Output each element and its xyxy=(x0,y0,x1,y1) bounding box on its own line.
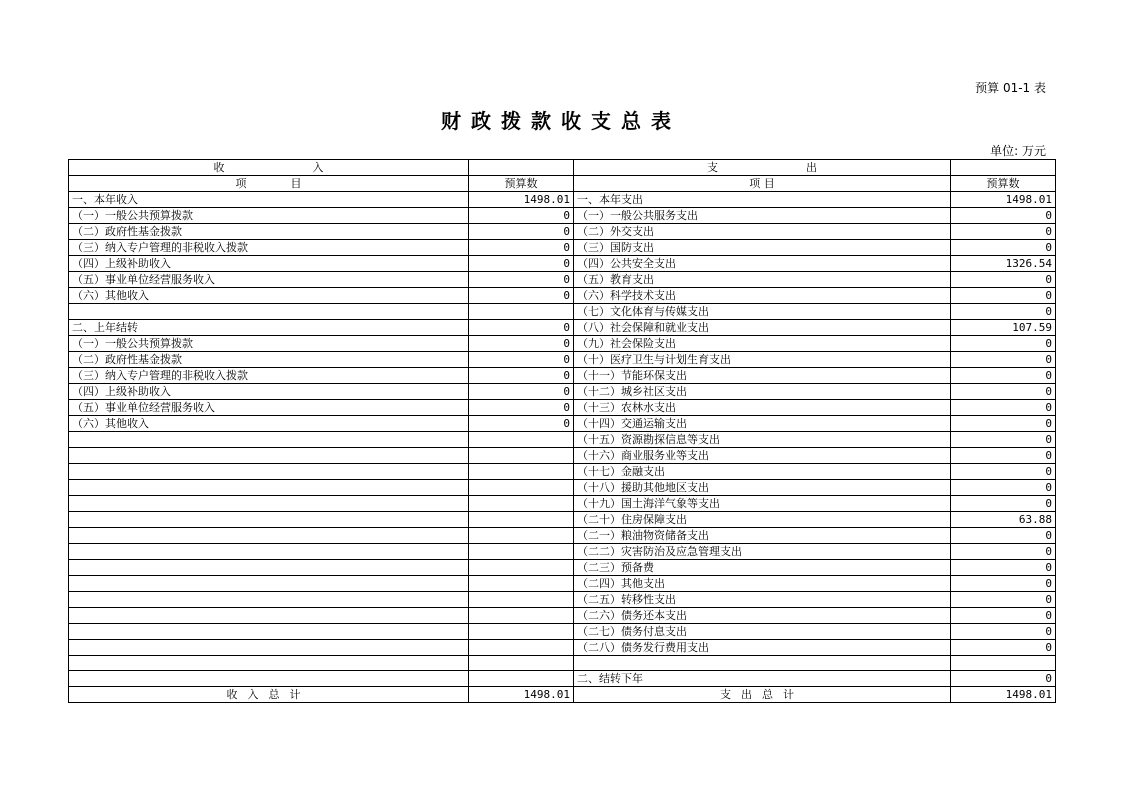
income-item-cell: （三）纳入专户管理的非税收入拨款 xyxy=(69,368,469,384)
income-item-cell: （四）上级补助收入 xyxy=(69,384,469,400)
income-item-cell xyxy=(69,448,469,464)
expense-item-cell: （十二）城乡社区支出 xyxy=(574,384,951,400)
expense-amount-cell xyxy=(951,656,1056,671)
income-item-cell xyxy=(69,544,469,560)
income-amount-cell: 0 xyxy=(469,240,574,256)
income-item-cell xyxy=(69,560,469,576)
income-amount-cell xyxy=(469,496,574,512)
table-row xyxy=(69,192,1056,208)
table-row xyxy=(69,512,1056,528)
income-amount-cell: 0 xyxy=(469,336,574,352)
income-amount-cell xyxy=(469,304,574,320)
income-amount-cell xyxy=(469,640,574,656)
header-blank xyxy=(469,160,574,176)
income-item-cell xyxy=(69,576,469,592)
expense-amount-cell: 63.88 xyxy=(951,512,1056,528)
income-amount-cell: 0 xyxy=(469,320,574,336)
table-row xyxy=(69,592,1056,608)
income-total-value: 1498.01 xyxy=(469,687,574,703)
expense-item-cell: （十九）国土海洋气象等支出 xyxy=(574,496,951,512)
expense-amount-cell: 0 xyxy=(951,288,1056,304)
expense-item-cell: 一、本年支出 xyxy=(574,192,951,208)
expense-item-cell: （二一）粮油物资储备支出 xyxy=(574,528,951,544)
expense-item-cell: （六）科学技术支出 xyxy=(574,288,951,304)
header-row-1 xyxy=(69,160,1056,176)
expense-item-cell: （七）文化体育与传媒支出 xyxy=(574,304,951,320)
table-row xyxy=(69,384,1056,400)
expense-item-cell: （三）国防支出 xyxy=(574,240,951,256)
expense-item-cell xyxy=(574,656,951,671)
table-row xyxy=(69,576,1056,592)
income-amount-cell xyxy=(469,671,574,687)
income-item-cell: （一）一般公共预算拨款 xyxy=(69,208,469,224)
income-amount-cell: 1498.01 xyxy=(469,192,574,208)
expense-item-cell: （十八）援助其他地区支出 xyxy=(574,480,951,496)
income-item-cell xyxy=(69,464,469,480)
expense-item-cell: （五）教育支出 xyxy=(574,272,951,288)
budget-table xyxy=(68,159,1056,703)
income-amount-cell xyxy=(469,608,574,624)
income-amount-cell: 0 xyxy=(469,208,574,224)
income-amount-cell xyxy=(469,480,574,496)
income-amount-cell xyxy=(469,528,574,544)
table-row xyxy=(69,671,1056,687)
expense-item-cell: （二三）预备费 xyxy=(574,560,951,576)
income-amount-cell xyxy=(469,448,574,464)
expense-amount-cell: 0 xyxy=(951,464,1056,480)
income-amount-cell xyxy=(469,432,574,448)
expense-item-cell: （八）社会保障和就业支出 xyxy=(574,320,951,336)
income-item-cell: （六）其他收入 xyxy=(69,416,469,432)
expense-amount-cell: 0 xyxy=(951,640,1056,656)
expense-amount-cell: 0 xyxy=(951,576,1056,592)
table-row xyxy=(69,432,1056,448)
expense-amount-cell: 0 xyxy=(951,608,1056,624)
table-row xyxy=(69,656,1056,671)
table-row xyxy=(69,320,1056,336)
table-row xyxy=(69,352,1056,368)
income-header: 收 入 xyxy=(69,160,469,176)
expense-amount-cell: 0 xyxy=(951,432,1056,448)
income-item-cell: （五）事业单位经营服务收入 xyxy=(69,272,469,288)
expense-item-cell: （十七）金融支出 xyxy=(574,464,951,480)
header-row-2 xyxy=(69,176,1056,192)
income-amount-cell: 0 xyxy=(469,400,574,416)
income-total-label: 收入总计 xyxy=(69,687,469,703)
income-item-cell xyxy=(69,656,469,671)
income-amount-cell: 0 xyxy=(469,352,574,368)
income-amount-cell xyxy=(469,624,574,640)
expense-amount-header: 预算数 xyxy=(951,176,1056,192)
expense-amount-cell: 0 xyxy=(951,592,1056,608)
table-row xyxy=(69,208,1056,224)
table-row xyxy=(69,496,1056,512)
expense-amount-cell: 0 xyxy=(951,336,1056,352)
expense-item-cell: （二七）债务付息支出 xyxy=(574,624,951,640)
expense-item-cell: （四）公共安全支出 xyxy=(574,256,951,272)
income-item-cell xyxy=(69,480,469,496)
table-row xyxy=(69,288,1056,304)
income-item-cell: （四）上级补助收入 xyxy=(69,256,469,272)
table-row xyxy=(69,480,1056,496)
table-row xyxy=(69,272,1056,288)
expense-amount-cell: 1326.54 xyxy=(951,256,1056,272)
expense-item-cell: （十五）资源勘探信息等支出 xyxy=(574,432,951,448)
unit-label: 单位: 万元 xyxy=(990,144,1046,158)
income-item-cell xyxy=(69,432,469,448)
income-item-cell: 一、本年收入 xyxy=(69,192,469,208)
income-item-cell: （二）政府性基金拨款 xyxy=(69,224,469,240)
table-row xyxy=(69,256,1056,272)
expense-item-cell: （九）社会保险支出 xyxy=(574,336,951,352)
income-item-cell: （二）政府性基金拨款 xyxy=(69,352,469,368)
table-row xyxy=(69,608,1056,624)
expense-amount-cell: 0 xyxy=(951,224,1056,240)
table-row xyxy=(69,624,1056,640)
income-amount-cell xyxy=(469,464,574,480)
expense-amount-cell: 0 xyxy=(951,400,1056,416)
expense-item-cell: （十一）节能环保支出 xyxy=(574,368,951,384)
expense-amount-cell: 0 xyxy=(951,624,1056,640)
income-item-cell xyxy=(69,496,469,512)
expense-amount-cell: 0 xyxy=(951,496,1056,512)
expense-amount-cell: 0 xyxy=(951,544,1056,560)
expense-amount-cell: 0 xyxy=(951,384,1056,400)
header-blank xyxy=(951,160,1056,176)
table-row xyxy=(69,544,1056,560)
expense-amount-cell: 0 xyxy=(951,560,1056,576)
table-row xyxy=(69,528,1056,544)
income-item-cell: 二、上年结转 xyxy=(69,320,469,336)
expense-item-cell: （二四）其他支出 xyxy=(574,576,951,592)
income-item-cell: （五）事业单位经营服务收入 xyxy=(69,400,469,416)
income-amount-header: 预算数 xyxy=(469,176,574,192)
income-amount-cell xyxy=(469,512,574,528)
income-amount-cell: 0 xyxy=(469,368,574,384)
expense-amount-cell: 0 xyxy=(951,368,1056,384)
income-item-cell xyxy=(69,671,469,687)
expense-amount-cell: 0 xyxy=(951,416,1056,432)
income-item-cell: （六）其他收入 xyxy=(69,288,469,304)
income-amount-cell: 0 xyxy=(469,272,574,288)
expense-item-cell: （十六）商业服务业等支出 xyxy=(574,448,951,464)
table-row xyxy=(69,304,1056,320)
income-amount-cell xyxy=(469,592,574,608)
expense-item-header: 项 目 xyxy=(574,176,951,192)
table-row xyxy=(69,416,1056,432)
income-amount-cell: 0 xyxy=(469,288,574,304)
totals-row xyxy=(69,687,1056,703)
table-row xyxy=(69,560,1056,576)
expense-amount-cell: 0 xyxy=(951,480,1056,496)
expense-item-cell: （二二）灾害防治及应急管理支出 xyxy=(574,544,951,560)
table-row xyxy=(69,368,1056,384)
income-item-cell: （一）一般公共预算拨款 xyxy=(69,336,469,352)
table-row xyxy=(69,400,1056,416)
expense-item-cell: （二六）债务还本支出 xyxy=(574,608,951,624)
expense-amount-cell: 0 xyxy=(951,671,1056,687)
income-item-header: 项 目 xyxy=(69,176,469,192)
expense-header: 支 出 xyxy=(574,160,951,176)
income-amount-cell: 0 xyxy=(469,384,574,400)
income-item-cell xyxy=(69,304,469,320)
table-row xyxy=(69,464,1056,480)
expense-item-cell: （一）一般公共服务支出 xyxy=(574,208,951,224)
income-amount-cell xyxy=(469,656,574,671)
expense-amount-cell: 1498.01 xyxy=(951,192,1056,208)
table-row xyxy=(69,224,1056,240)
expense-amount-cell: 0 xyxy=(951,448,1056,464)
expense-item-cell: （十）医疗卫生与计划生育支出 xyxy=(574,352,951,368)
expense-amount-cell: 0 xyxy=(951,528,1056,544)
expense-item-cell: （二十）住房保障支出 xyxy=(574,512,951,528)
form-code: 预算 01-1 表 xyxy=(975,81,1046,95)
expense-item-cell: （十三）农林水支出 xyxy=(574,400,951,416)
expense-amount-cell: 0 xyxy=(951,304,1056,320)
income-item-cell xyxy=(69,624,469,640)
income-item-cell xyxy=(69,528,469,544)
table-row xyxy=(69,336,1056,352)
income-amount-cell xyxy=(469,576,574,592)
income-item-cell: （三）纳入专户管理的非税收入拨款 xyxy=(69,240,469,256)
expense-amount-cell: 0 xyxy=(951,272,1056,288)
expense-amount-cell: 0 xyxy=(951,352,1056,368)
income-item-cell xyxy=(69,640,469,656)
table-row xyxy=(69,240,1056,256)
income-amount-cell: 0 xyxy=(469,224,574,240)
income-amount-cell xyxy=(469,544,574,560)
expense-item-cell: （十四）交通运输支出 xyxy=(574,416,951,432)
expense-item-cell: （二八）债务发行费用支出 xyxy=(574,640,951,656)
expense-item-cell: （二）外交支出 xyxy=(574,224,951,240)
income-amount-cell: 0 xyxy=(469,256,574,272)
income-item-cell xyxy=(69,592,469,608)
expense-total-value: 1498.01 xyxy=(951,687,1056,703)
income-amount-cell: 0 xyxy=(469,416,574,432)
expense-amount-cell: 107.59 xyxy=(951,320,1056,336)
income-amount-cell xyxy=(469,560,574,576)
expense-item-cell: （二五）转移性支出 xyxy=(574,592,951,608)
page-title: 财政拨款收支总表 xyxy=(441,109,681,133)
table-row xyxy=(69,640,1056,656)
expense-total-label: 支出总计 xyxy=(574,687,951,703)
expense-amount-cell: 0 xyxy=(951,240,1056,256)
expense-item-cell: 二、结转下年 xyxy=(574,671,951,687)
income-item-cell xyxy=(69,512,469,528)
expense-amount-cell: 0 xyxy=(951,208,1056,224)
table-row xyxy=(69,448,1056,464)
income-item-cell xyxy=(69,608,469,624)
